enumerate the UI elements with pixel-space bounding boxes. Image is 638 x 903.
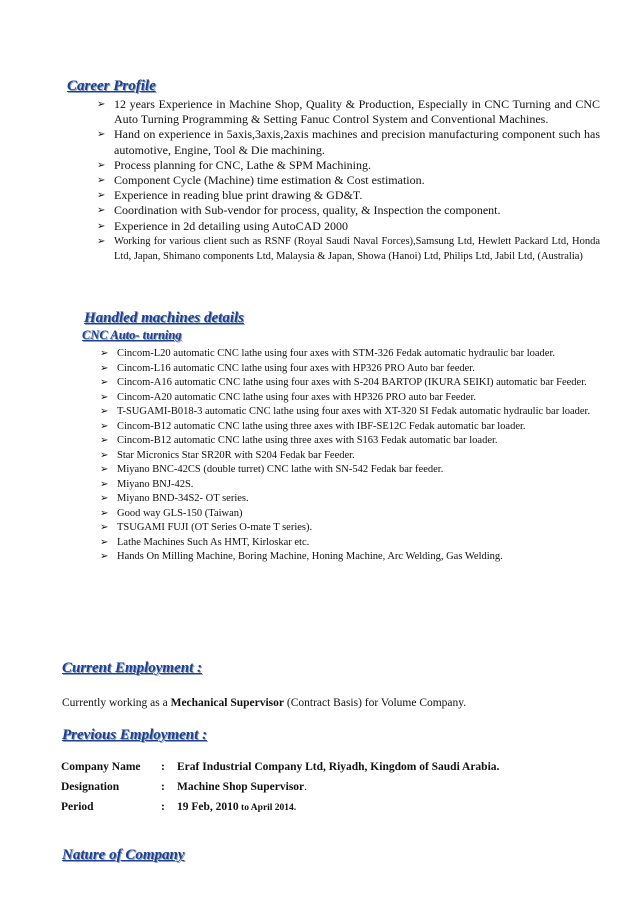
list-item bbox=[100, 550, 600, 565]
period-suffix: to April 2014. bbox=[238, 803, 297, 813]
cnc-auto-turning-subheading: CNC Auto- turning bbox=[82, 328, 182, 342]
field-key: Period bbox=[61, 801, 94, 813]
bullet-arrow-icon: ➢ bbox=[100, 348, 109, 359]
bullet-arrow-icon: ➢ bbox=[97, 175, 106, 187]
period-value: 19 Feb, 2010 bbox=[177, 801, 239, 813]
bullet-arrow-icon: ➢ bbox=[97, 129, 106, 141]
bullet-arrow-icon: ➢ bbox=[97, 159, 106, 171]
bullet-arrow-icon: ➢ bbox=[100, 507, 109, 519]
field-sep: : bbox=[161, 761, 165, 773]
list-item bbox=[100, 434, 600, 449]
field-sep: : bbox=[161, 781, 165, 793]
bullet-arrow-icon: ➢ bbox=[100, 420, 109, 432]
current-text-after: (Contract Basis) for Volume Company. bbox=[284, 697, 467, 709]
bullet-arrow-icon: ➢ bbox=[97, 220, 106, 232]
list-item-text: 12 years Experience in Machine Shop, Quality & Production, Especially in CNC Turning and CNC Auto Turning Programming & Setting Fanuc Control System and Conventional Machines. bbox=[114, 97, 600, 127]
list-item bbox=[100, 492, 600, 507]
list-item-text: Working for various client such as RSNF (Royal Saudi Naval Forces),Samsung Ltd, Hewlett Packard Ltd, Honda Ltd, Japan, Shimano components Ltd, Malaysia & Japan, Showa (Hanoi) Ltd, Philips Ltd, Jabil Ltd, (Australia) bbox=[114, 235, 600, 263]
list-item bbox=[100, 347, 600, 362]
list-item-text: Experience in reading blue print drawing & GD&T. bbox=[114, 188, 363, 203]
list-item bbox=[100, 449, 600, 464]
nature-of-company-heading: Nature of Company bbox=[62, 847, 185, 863]
field-sep: : bbox=[161, 801, 165, 813]
bullet-arrow-icon: ➢ bbox=[100, 406, 109, 417]
bullet-arrow-icon: ➢ bbox=[100, 493, 109, 504]
bullet-arrow-icon: ➢ bbox=[100, 435, 109, 446]
career-profile-heading: Career Profile bbox=[67, 78, 156, 94]
current-employment-text bbox=[62, 697, 466, 709]
field-value bbox=[177, 801, 296, 813]
list-item bbox=[100, 376, 600, 391]
list-item bbox=[100, 420, 600, 435]
machines-list bbox=[100, 347, 600, 565]
list-item-text: Component Cycle (Machine) time estimation & Cost estimation. bbox=[114, 173, 425, 188]
previous-employment-heading: Previous Employment : bbox=[62, 727, 207, 743]
list-item bbox=[97, 234, 600, 264]
list-item-text: T-SUGAMI-B018-3 automatic CNC lathe using four axes with XT-320 SI Fedak automatic hydraulic bar loader. bbox=[117, 406, 591, 417]
list-item bbox=[97, 97, 600, 127]
list-item-text: Cincom-B12 automatic CNC lathe using three axes with S163 Fedak automatic bar loader. bbox=[117, 435, 498, 446]
list-item bbox=[100, 521, 600, 536]
current-employment-heading: Current Employment : bbox=[62, 660, 203, 676]
designation-value: Machine Shop Supervisor bbox=[177, 781, 305, 793]
bullet-arrow-icon: ➢ bbox=[100, 377, 109, 388]
bullet-arrow-icon: ➢ bbox=[100, 522, 109, 533]
list-item bbox=[100, 362, 600, 377]
bullet-arrow-icon: ➢ bbox=[100, 449, 109, 461]
list-item-text: Coordination with Sub-vendor for process, quality, & Inspection the component. bbox=[114, 203, 501, 218]
list-item bbox=[97, 219, 600, 234]
bullet-arrow-icon: ➢ bbox=[100, 551, 109, 562]
bullet-arrow-icon: ➢ bbox=[100, 362, 109, 374]
list-item bbox=[100, 463, 600, 478]
list-item-text: Process planning for CNC, Lathe & SPM Machining. bbox=[114, 157, 371, 172]
bullet-arrow-icon: ➢ bbox=[100, 478, 109, 490]
list-item-text: Good way GLS-150 (Taiwan) bbox=[117, 507, 243, 519]
bullet-arrow-icon: ➢ bbox=[97, 190, 106, 202]
list-item bbox=[97, 188, 600, 203]
list-item-text: Hand on experience in 5axis,3axis,2axis machines and precision manufacturing component such has automotive, Engine, Tool & Die machining. bbox=[114, 127, 600, 157]
list-item-text: Star Micronics Star SR20R with S204 Fedak bar Feeder. bbox=[117, 449, 355, 461]
list-item bbox=[100, 478, 600, 493]
field-value: Eraf Industrial Company Ltd, Riyadh, Kingdom of Saudi Arabia. bbox=[177, 761, 500, 773]
list-item bbox=[100, 391, 600, 406]
list-item bbox=[100, 507, 600, 522]
handled-machines-heading: Handled machines details bbox=[84, 310, 245, 326]
list-item-text: Cincom-A16 automatic CNC lathe using four axes with S-204 BARTOP (IKURA SEIKI) automatic bar Feeder. bbox=[117, 377, 587, 388]
list-item bbox=[97, 173, 600, 188]
field-key: Designation bbox=[61, 781, 120, 793]
list-item-text: Lathe Machines Such As HMT, Kirloskar etc. bbox=[117, 536, 310, 548]
list-item bbox=[100, 405, 600, 420]
career-profile-list bbox=[97, 97, 600, 264]
bullet-arrow-icon: ➢ bbox=[100, 536, 109, 548]
bullet-arrow-icon: ➢ bbox=[100, 464, 109, 475]
list-item-text: Miyano BNC-42CS (double turret) CNC lathe with SN-542 Fedak bar feeder. bbox=[117, 464, 444, 475]
bullet-arrow-icon: ➢ bbox=[97, 235, 106, 247]
bullet-arrow-icon: ➢ bbox=[100, 391, 109, 403]
current-role: Mechanical Supervisor bbox=[170, 697, 284, 709]
current-text-before: Currently working as a bbox=[62, 697, 171, 709]
designation-suffix: . bbox=[304, 781, 308, 793]
field-key: Company Name bbox=[61, 761, 141, 773]
list-item bbox=[100, 536, 600, 551]
list-item-text: Cincom-B12 automatic CNC lathe using three axes with IBF-SE12C Fedak automatic bar loader. bbox=[117, 420, 526, 432]
bullet-arrow-icon: ➢ bbox=[97, 99, 106, 110]
list-item-text: Hands On Milling Machine, Boring Machine, Honing Machine, Arc Welding, Gas Welding. bbox=[117, 551, 503, 562]
list-item bbox=[97, 158, 600, 173]
list-item-text: Experience in 2d detailing using AutoCAD 2000 bbox=[114, 218, 348, 233]
bullet-arrow-icon: ➢ bbox=[97, 205, 106, 217]
list-item-text: TSUGAMI FUJI (OT Series O-mate T series). bbox=[117, 522, 313, 533]
list-item-text: Miyano BNJ-42S. bbox=[117, 478, 194, 490]
list-item-text: Miyano BND-34S2- OT series. bbox=[117, 493, 249, 504]
field-value bbox=[177, 781, 307, 793]
list-item-text: Cincom-L16 automatic CNC lathe using four axes with HP326 PRO Auto bar feeder. bbox=[117, 362, 475, 374]
list-item-text: Cincom-A20 automatic CNC lathe using four axes with HP326 PRO auto bar Feeder. bbox=[117, 391, 476, 403]
list-item bbox=[97, 203, 600, 218]
list-item bbox=[97, 127, 600, 157]
list-item-text: Cincom-L20 automatic CNC lathe using four axes with STM-326 Fedak automatic hydraulic bar loader. bbox=[117, 348, 555, 359]
